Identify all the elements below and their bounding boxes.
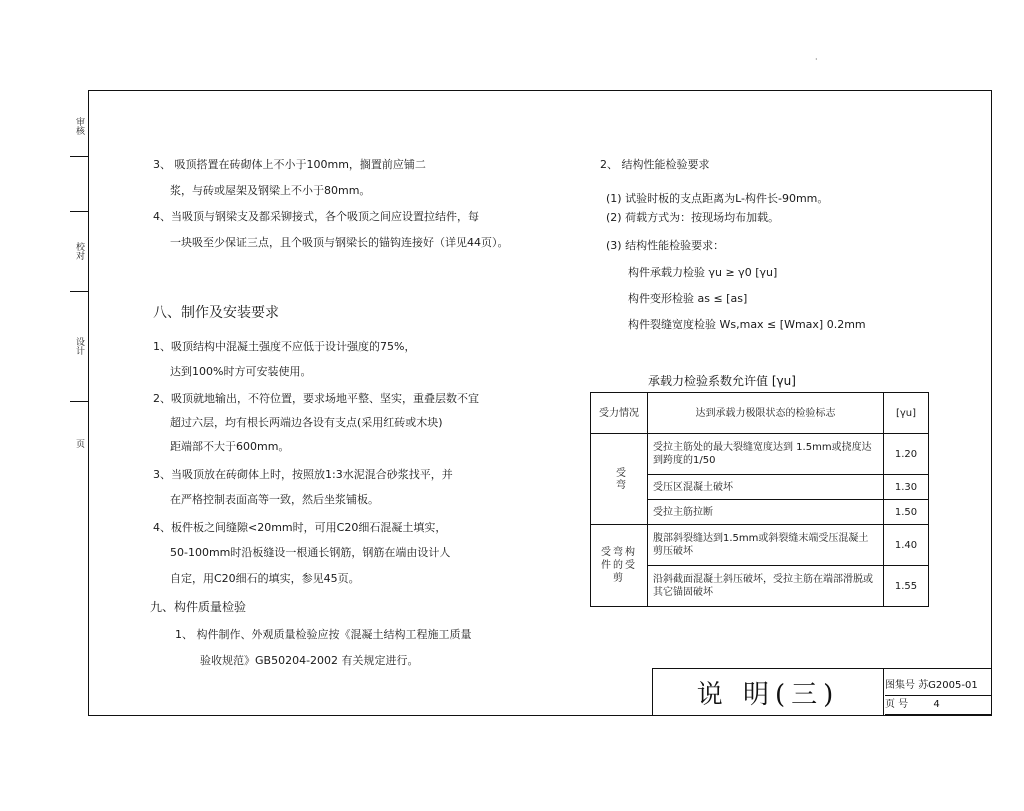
row-value: 1.50 (884, 500, 929, 525)
item3-line1: 3、 吸顶搭置在砖砌体上不小于100mm，搁置前应铺二 (153, 158, 426, 171)
title-block (652, 668, 992, 716)
page-number-row (885, 696, 991, 715)
section9-heading: 九、构件质量检验 (150, 600, 247, 614)
s9-1-line2: 验收规范》GB50204-2002 有关规定进行。 (200, 654, 419, 667)
s8-1-line1: 1、吸顶结构中混凝土强度不应低于设计强度的75%， (153, 340, 416, 353)
s8-2-line3: 距端部不大于600mm。 (170, 440, 290, 453)
sidebar-label-design: 设计 (74, 337, 84, 355)
approval-sidebar (70, 96, 89, 486)
sidebar-label-page: 页 (74, 439, 84, 448)
item4-line2: 一块吸至少保证三点，且个吸顶与钢梁长的锚钩连接好（详见44页）。 (170, 236, 509, 249)
s8-4-line1: 4、板件板之间缝隙<20mm时，可用C20细石混凝土填实， (153, 521, 447, 534)
item4-line1: 4、当吸顶与钢梁支及都采铆接式，各个吸顶之间应设置拉结件，每 (153, 210, 479, 223)
row-value: 1.30 (884, 475, 929, 500)
header-cell-coef: [γu] (884, 393, 929, 434)
title-block-info (885, 669, 991, 715)
s8-4-line3: 自定，用C20细石的填实，参见45页。 (170, 572, 360, 585)
sidebar-label-review: 审核 (74, 117, 84, 135)
table-row (591, 434, 929, 475)
req-crack-width: 构件裂缝宽度检验 Ws,max ≤ [Wmax] 0.2mm (628, 318, 866, 331)
group-shear: 受弯构件的受剪 (591, 525, 648, 607)
sidebar-label-check: 校对 (74, 242, 84, 260)
coefficient-table (590, 392, 929, 607)
row-desc: 受压区混凝土破坏 (648, 475, 884, 500)
s8-2-line2: 超过六层，均有根长两端边各设有支点(采用红砖或木块) (170, 416, 443, 429)
s8-1-line2: 达到100%时方可安装使用。 (170, 365, 312, 378)
req-3: (3) 结构性能检验要求： (606, 239, 725, 252)
row-value: 1.20 (884, 434, 929, 475)
row-desc: 受拉主筋处的最大裂缝宽度达到 1.5mm或挠度达到跨度的1/50 (648, 434, 884, 475)
page-value: 4 (933, 699, 940, 710)
req-2: (2) 荷载方式为：按现场均布加载。 (606, 211, 780, 224)
item2-heading: 2、 结构性能检验要求 (600, 158, 710, 171)
row-value: 1.55 (884, 566, 929, 607)
req-deformation: 构件变形检验 as ≤ [as] (628, 292, 748, 305)
atlas-label: 图集号 (885, 680, 915, 691)
group-bending: 受弯 (591, 434, 648, 525)
atlas-number-row (885, 677, 991, 696)
s8-2-line1: 2、吸顶就地输出，不符位置，要求场地平整、坚实，重叠层数不宜 (153, 392, 479, 405)
row-desc: 腹部斜裂缝达到1.5mm或斜裂缝末端受压混凝土剪压破坏 (648, 525, 884, 566)
stray-mark: · (815, 55, 818, 64)
table-header-row (591, 393, 929, 434)
header-cell-load: 受力情况 (591, 393, 648, 434)
table-title: 承载力检验系数允许值 [γu] (648, 374, 796, 388)
table-row (591, 525, 929, 566)
atlas-value: 苏G2005-01 (918, 680, 978, 691)
req-1: (1) 试验时板的支点距离为L-构件长-90mm。 (606, 192, 829, 205)
s8-3-line2: 在严格控制表面高等一致，然后坐浆铺板。 (170, 493, 379, 506)
sidebar-label-blank (70, 156, 88, 211)
row-value: 1.40 (884, 525, 929, 566)
s8-3-line1: 3、当吸顶放在砖砌体上时，按照放1:3水泥混合砂浆找平，并 (153, 468, 453, 481)
section8-heading: 八、制作及安装要求 (153, 305, 279, 321)
s9-1-line1: 1、 构件制作、外观质量检验应按《混凝土结构工程施工质量 (175, 628, 472, 641)
item3-line2: 浆，与砖或屋架及钢梁上不小于80mm。 (170, 184, 371, 197)
row-desc: 受拉主筋拉断 (648, 500, 884, 525)
req-capacity: 构件承载力检验 γu ≥ γ0 [γu] (628, 266, 778, 279)
s8-4-line2: 50-100mm时沿板缝设一根通长钢筋，钢筋在端由设计人 (170, 546, 451, 559)
document-title: 说 明(三) (653, 669, 884, 715)
header-cell-criteria: 达到承载力极限状态的检验标志 (648, 393, 884, 434)
page-label: 页 号 (885, 699, 909, 710)
row-desc: 沿斜截面混凝土斜压破坏，受拉主筋在端部滑脱或其它锚固破坏 (648, 566, 884, 607)
